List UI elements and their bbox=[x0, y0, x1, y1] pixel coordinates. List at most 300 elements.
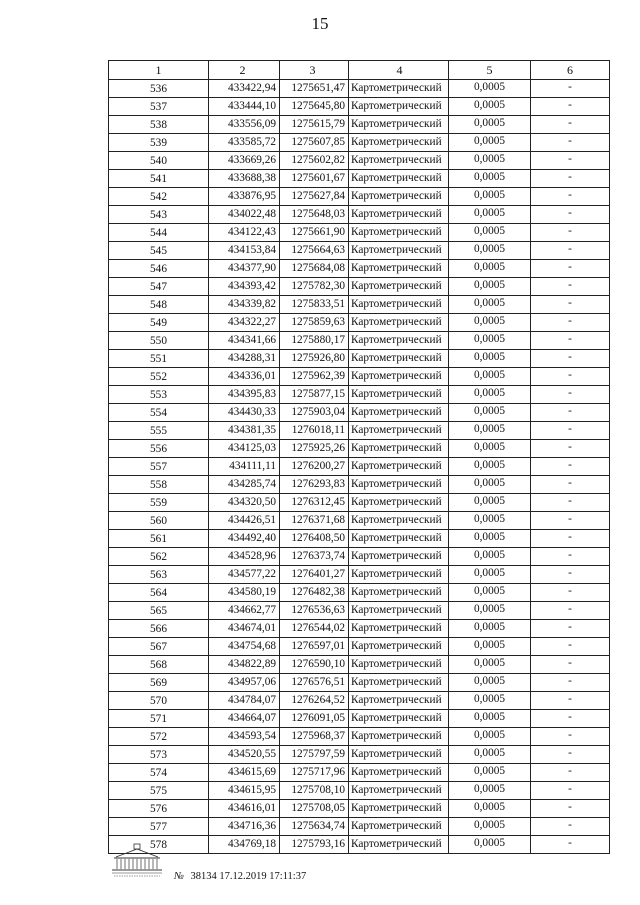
coordinate-x-cell: 434520,55 bbox=[209, 746, 280, 764]
method-cell: Картометрический bbox=[349, 332, 449, 350]
accuracy-cell: 0,0005 bbox=[449, 602, 531, 620]
point-number-cell: 560 bbox=[109, 512, 209, 530]
point-number-cell: 570 bbox=[109, 692, 209, 710]
point-number-cell: 572 bbox=[109, 728, 209, 746]
table-row bbox=[109, 530, 610, 548]
method-cell: Картометрический bbox=[349, 404, 449, 422]
coordinate-x-cell: 434580,19 bbox=[209, 584, 280, 602]
accuracy-cell: 0,0005 bbox=[449, 116, 531, 134]
note-cell: - bbox=[531, 746, 610, 764]
accuracy-cell: 0,0005 bbox=[449, 188, 531, 206]
coordinate-y-cell: 1275607,85 bbox=[280, 134, 349, 152]
method-cell: Картометрический bbox=[349, 116, 449, 134]
coordinate-x-cell: 434426,51 bbox=[209, 512, 280, 530]
method-cell: Картометрический bbox=[349, 170, 449, 188]
point-number-cell: 573 bbox=[109, 746, 209, 764]
method-cell: Картометрический bbox=[349, 152, 449, 170]
coordinate-x-cell: 434153,84 bbox=[209, 242, 280, 260]
coordinate-x-cell: 434593,54 bbox=[209, 728, 280, 746]
coordinate-y-cell: 1276312,45 bbox=[280, 494, 349, 512]
point-number-cell: 545 bbox=[109, 242, 209, 260]
point-number-cell: 551 bbox=[109, 350, 209, 368]
table-header bbox=[109, 61, 610, 80]
accuracy-cell: 0,0005 bbox=[449, 548, 531, 566]
coordinate-y-cell: 1276536,63 bbox=[280, 602, 349, 620]
accuracy-cell: 0,0005 bbox=[449, 692, 531, 710]
point-number-cell: 538 bbox=[109, 116, 209, 134]
method-cell: Картометрический bbox=[349, 188, 449, 206]
accuracy-cell: 0,0005 bbox=[449, 332, 531, 350]
point-number-cell: 557 bbox=[109, 458, 209, 476]
coordinate-x-cell: 434769,18 bbox=[209, 836, 280, 854]
method-cell: Картометрический bbox=[349, 476, 449, 494]
coordinate-x-cell: 433876,95 bbox=[209, 188, 280, 206]
method-cell: Картометрический bbox=[349, 638, 449, 656]
coordinate-x-cell: 433444,10 bbox=[209, 98, 280, 116]
method-cell: Картометрический bbox=[349, 782, 449, 800]
coordinate-x-cell: 434616,01 bbox=[209, 800, 280, 818]
coordinate-y-cell: 1276200,27 bbox=[280, 458, 349, 476]
point-number-cell: 564 bbox=[109, 584, 209, 602]
method-cell: Картометрический bbox=[349, 620, 449, 638]
column-header-6: 6 bbox=[531, 61, 610, 80]
coordinate-x-cell: 434341,66 bbox=[209, 332, 280, 350]
coordinate-y-cell: 1276597,01 bbox=[280, 638, 349, 656]
coordinate-y-cell: 1276590,10 bbox=[280, 656, 349, 674]
note-cell: - bbox=[531, 692, 610, 710]
note-cell: - bbox=[531, 638, 610, 656]
accuracy-cell: 0,0005 bbox=[449, 170, 531, 188]
accuracy-cell: 0,0005 bbox=[449, 638, 531, 656]
point-number-cell: 569 bbox=[109, 674, 209, 692]
coordinate-x-cell: 434285,74 bbox=[209, 476, 280, 494]
coordinate-x-cell: 434664,07 bbox=[209, 710, 280, 728]
method-cell: Картометрический bbox=[349, 206, 449, 224]
table-row bbox=[109, 458, 610, 476]
note-cell: - bbox=[531, 206, 610, 224]
table-row bbox=[109, 188, 610, 206]
point-number-cell: 543 bbox=[109, 206, 209, 224]
method-cell: Картометрический bbox=[349, 746, 449, 764]
coordinate-x-cell: 433585,72 bbox=[209, 134, 280, 152]
note-cell: - bbox=[531, 800, 610, 818]
accuracy-cell: 0,0005 bbox=[449, 476, 531, 494]
coordinate-x-cell: 434322,27 bbox=[209, 314, 280, 332]
point-number-cell: 559 bbox=[109, 494, 209, 512]
accuracy-cell: 0,0005 bbox=[449, 836, 531, 854]
accuracy-cell: 0,0005 bbox=[449, 746, 531, 764]
coordinate-x-cell: 433422,94 bbox=[209, 80, 280, 98]
coordinate-y-cell: 1276373,74 bbox=[280, 548, 349, 566]
coordinate-y-cell: 1275797,59 bbox=[280, 746, 349, 764]
note-cell: - bbox=[531, 188, 610, 206]
coordinate-y-cell: 1275661,90 bbox=[280, 224, 349, 242]
coordinate-y-cell: 1275880,17 bbox=[280, 332, 349, 350]
accuracy-cell: 0,0005 bbox=[449, 260, 531, 278]
column-header-3: 3 bbox=[280, 61, 349, 80]
accuracy-cell: 0,0005 bbox=[449, 656, 531, 674]
table-row bbox=[109, 800, 610, 818]
accuracy-cell: 0,0005 bbox=[449, 620, 531, 638]
table-row bbox=[109, 386, 610, 404]
point-number-cell: 553 bbox=[109, 386, 209, 404]
coordinate-x-cell: 434528,96 bbox=[209, 548, 280, 566]
table-row bbox=[109, 764, 610, 782]
point-number-cell: 537 bbox=[109, 98, 209, 116]
method-cell: Картометрический bbox=[349, 728, 449, 746]
note-cell: - bbox=[531, 584, 610, 602]
method-cell: Картометрический bbox=[349, 692, 449, 710]
coordinate-x-cell: 434320,50 bbox=[209, 494, 280, 512]
accuracy-cell: 0,0005 bbox=[449, 422, 531, 440]
method-cell: Картометрический bbox=[349, 584, 449, 602]
coordinate-y-cell: 1275793,16 bbox=[280, 836, 349, 854]
note-cell: - bbox=[531, 296, 610, 314]
table-row bbox=[109, 278, 610, 296]
method-cell: Картометрический bbox=[349, 566, 449, 584]
point-number-cell: 549 bbox=[109, 314, 209, 332]
method-cell: Картометрический bbox=[349, 224, 449, 242]
table-row bbox=[109, 656, 610, 674]
method-cell: Картометрический bbox=[349, 242, 449, 260]
accuracy-cell: 0,0005 bbox=[449, 224, 531, 242]
table-row bbox=[109, 782, 610, 800]
document-registration-stamp bbox=[174, 871, 306, 882]
point-number-cell: 565 bbox=[109, 602, 209, 620]
method-cell: Картометрический bbox=[349, 350, 449, 368]
table-row bbox=[109, 224, 610, 242]
point-number-cell: 575 bbox=[109, 782, 209, 800]
table-row bbox=[109, 728, 610, 746]
accuracy-cell: 0,0005 bbox=[449, 764, 531, 782]
point-number-cell: 578 bbox=[109, 836, 209, 854]
coordinate-x-cell: 434288,31 bbox=[209, 350, 280, 368]
coordinate-x-cell: 434492,40 bbox=[209, 530, 280, 548]
coordinate-y-cell: 1275962,39 bbox=[280, 368, 349, 386]
note-cell: - bbox=[531, 404, 610, 422]
point-number-cell: 536 bbox=[109, 80, 209, 98]
accuracy-cell: 0,0005 bbox=[449, 242, 531, 260]
method-cell: Картометрический bbox=[349, 494, 449, 512]
note-cell: - bbox=[531, 314, 610, 332]
note-cell: - bbox=[531, 602, 610, 620]
coordinate-y-cell: 1275601,67 bbox=[280, 170, 349, 188]
point-number-cell: 574 bbox=[109, 764, 209, 782]
coordinate-x-cell: 434022,48 bbox=[209, 206, 280, 224]
coordinate-y-cell: 1275708,10 bbox=[280, 782, 349, 800]
point-number-cell: 554 bbox=[109, 404, 209, 422]
table-row bbox=[109, 206, 610, 224]
accuracy-cell: 0,0005 bbox=[449, 584, 531, 602]
document-footer bbox=[108, 843, 408, 883]
coordinate-x-cell: 434754,68 bbox=[209, 638, 280, 656]
method-cell: Картометрический bbox=[349, 98, 449, 116]
coordinate-y-cell: 1275684,08 bbox=[280, 260, 349, 278]
table-body bbox=[109, 80, 610, 854]
table-row bbox=[109, 332, 610, 350]
table-row bbox=[109, 602, 610, 620]
point-number-cell: 541 bbox=[109, 170, 209, 188]
coordinate-y-cell: 1276091,05 bbox=[280, 710, 349, 728]
method-cell: Картометрический bbox=[349, 386, 449, 404]
coordinate-y-cell: 1275925,26 bbox=[280, 440, 349, 458]
method-cell: Картометрический bbox=[349, 602, 449, 620]
document-number-sign: № bbox=[174, 871, 184, 882]
point-number-cell: 566 bbox=[109, 620, 209, 638]
coordinate-y-cell: 1275877,15 bbox=[280, 386, 349, 404]
government-building-emblem-icon bbox=[108, 843, 166, 879]
accuracy-cell: 0,0005 bbox=[449, 206, 531, 224]
note-cell: - bbox=[531, 98, 610, 116]
coordinate-x-cell: 434125,03 bbox=[209, 440, 280, 458]
accuracy-cell: 0,0005 bbox=[449, 566, 531, 584]
coordinate-x-cell: 433688,38 bbox=[209, 170, 280, 188]
point-number-cell: 567 bbox=[109, 638, 209, 656]
coordinate-y-cell: 1276018,11 bbox=[280, 422, 349, 440]
coordinate-x-cell: 434577,22 bbox=[209, 566, 280, 584]
accuracy-cell: 0,0005 bbox=[449, 98, 531, 116]
table-row bbox=[109, 476, 610, 494]
note-cell: - bbox=[531, 710, 610, 728]
coordinate-y-cell: 1275627,84 bbox=[280, 188, 349, 206]
table-row bbox=[109, 134, 610, 152]
coordinate-x-cell: 434615,95 bbox=[209, 782, 280, 800]
note-cell: - bbox=[531, 152, 610, 170]
coordinate-y-cell: 1275926,80 bbox=[280, 350, 349, 368]
note-cell: - bbox=[531, 440, 610, 458]
coordinate-x-cell: 433556,09 bbox=[209, 116, 280, 134]
note-cell: - bbox=[531, 458, 610, 476]
point-number-cell: 563 bbox=[109, 566, 209, 584]
accuracy-cell: 0,0005 bbox=[449, 368, 531, 386]
coordinate-x-cell: 434430,33 bbox=[209, 404, 280, 422]
page-number: 15 bbox=[311, 14, 329, 33]
method-cell: Картометрический bbox=[349, 368, 449, 386]
note-cell: - bbox=[531, 764, 610, 782]
point-number-cell: 555 bbox=[109, 422, 209, 440]
table-row bbox=[109, 152, 610, 170]
table-row bbox=[109, 116, 610, 134]
note-cell: - bbox=[531, 620, 610, 638]
method-cell: Картометрический bbox=[349, 674, 449, 692]
coordinate-y-cell: 1275648,03 bbox=[280, 206, 349, 224]
coordinate-y-cell: 1276544,02 bbox=[280, 620, 349, 638]
note-cell: - bbox=[531, 116, 610, 134]
accuracy-cell: 0,0005 bbox=[449, 350, 531, 368]
coordinate-x-cell: 434395,83 bbox=[209, 386, 280, 404]
table-row bbox=[109, 818, 610, 836]
coordinate-y-cell: 1276401,27 bbox=[280, 566, 349, 584]
note-cell: - bbox=[531, 656, 610, 674]
coordinate-y-cell: 1276293,83 bbox=[280, 476, 349, 494]
point-number-cell: 558 bbox=[109, 476, 209, 494]
coordinate-y-cell: 1275602,82 bbox=[280, 152, 349, 170]
coordinate-x-cell: 434381,35 bbox=[209, 422, 280, 440]
accuracy-cell: 0,0005 bbox=[449, 728, 531, 746]
accuracy-cell: 0,0005 bbox=[449, 152, 531, 170]
accuracy-cell: 0,0005 bbox=[449, 404, 531, 422]
table-row bbox=[109, 170, 610, 188]
method-cell: Картометрический bbox=[349, 548, 449, 566]
coordinate-y-cell: 1275708,05 bbox=[280, 800, 349, 818]
method-cell: Картометрический bbox=[349, 134, 449, 152]
accuracy-cell: 0,0005 bbox=[449, 458, 531, 476]
coordinate-x-cell: 434716,36 bbox=[209, 818, 280, 836]
note-cell: - bbox=[531, 548, 610, 566]
accuracy-cell: 0,0005 bbox=[449, 134, 531, 152]
table-row bbox=[109, 512, 610, 530]
method-cell: Картометрический bbox=[349, 296, 449, 314]
table-row bbox=[109, 314, 610, 332]
coordinates-table bbox=[108, 60, 610, 854]
coordinate-y-cell: 1275615,79 bbox=[280, 116, 349, 134]
accuracy-cell: 0,0005 bbox=[449, 710, 531, 728]
note-cell: - bbox=[531, 728, 610, 746]
method-cell: Картометрический bbox=[349, 710, 449, 728]
point-number-cell: 540 bbox=[109, 152, 209, 170]
accuracy-cell: 0,0005 bbox=[449, 278, 531, 296]
coordinate-x-cell: 434822,89 bbox=[209, 656, 280, 674]
method-cell: Картометрический bbox=[349, 530, 449, 548]
table-row bbox=[109, 350, 610, 368]
coordinate-y-cell: 1276482,38 bbox=[280, 584, 349, 602]
note-cell: - bbox=[531, 134, 610, 152]
column-header-2: 2 bbox=[209, 61, 280, 80]
coordinate-x-cell: 434122,43 bbox=[209, 224, 280, 242]
table-row bbox=[109, 404, 610, 422]
note-cell: - bbox=[531, 476, 610, 494]
table-row bbox=[109, 296, 610, 314]
method-cell: Картометрический bbox=[349, 656, 449, 674]
point-number-cell: 548 bbox=[109, 296, 209, 314]
coordinate-y-cell: 1275782,30 bbox=[280, 278, 349, 296]
coordinate-y-cell: 1275833,51 bbox=[280, 296, 349, 314]
method-cell: Картометрический bbox=[349, 800, 449, 818]
header-row bbox=[109, 61, 610, 80]
note-cell: - bbox=[531, 332, 610, 350]
table-row bbox=[109, 494, 610, 512]
method-cell: Картометрический bbox=[349, 80, 449, 98]
point-number-cell: 547 bbox=[109, 278, 209, 296]
coordinate-y-cell: 1275651,47 bbox=[280, 80, 349, 98]
coordinate-x-cell: 433669,26 bbox=[209, 152, 280, 170]
note-cell: - bbox=[531, 350, 610, 368]
coordinate-y-cell: 1276264,52 bbox=[280, 692, 349, 710]
table-row bbox=[109, 80, 610, 98]
table-row bbox=[109, 620, 610, 638]
note-cell: - bbox=[531, 494, 610, 512]
note-cell: - bbox=[531, 530, 610, 548]
note-cell: - bbox=[531, 260, 610, 278]
note-cell: - bbox=[531, 674, 610, 692]
coordinate-y-cell: 1276576,51 bbox=[280, 674, 349, 692]
table-row bbox=[109, 584, 610, 602]
point-number-cell: 550 bbox=[109, 332, 209, 350]
note-cell: - bbox=[531, 368, 610, 386]
coordinate-x-cell: 434377,90 bbox=[209, 260, 280, 278]
note-cell: - bbox=[531, 386, 610, 404]
document-registration-text: 38134 17.12.2019 17:11:37 bbox=[190, 871, 307, 882]
coordinate-y-cell: 1275634,74 bbox=[280, 818, 349, 836]
accuracy-cell: 0,0005 bbox=[449, 386, 531, 404]
coordinate-x-cell: 434674,01 bbox=[209, 620, 280, 638]
coordinate-y-cell: 1276408,50 bbox=[280, 530, 349, 548]
note-cell: - bbox=[531, 782, 610, 800]
point-number-cell: 561 bbox=[109, 530, 209, 548]
coordinate-y-cell: 1276371,68 bbox=[280, 512, 349, 530]
method-cell: Картометрический bbox=[349, 422, 449, 440]
note-cell: - bbox=[531, 278, 610, 296]
coordinate-x-cell: 434111,11 bbox=[209, 458, 280, 476]
coordinate-x-cell: 434662,77 bbox=[209, 602, 280, 620]
table-row bbox=[109, 440, 610, 458]
table-row bbox=[109, 548, 610, 566]
point-number-cell: 542 bbox=[109, 188, 209, 206]
point-number-cell: 539 bbox=[109, 134, 209, 152]
point-number-cell: 576 bbox=[109, 800, 209, 818]
point-number-cell: 544 bbox=[109, 224, 209, 242]
accuracy-cell: 0,0005 bbox=[449, 296, 531, 314]
accuracy-cell: 0,0005 bbox=[449, 80, 531, 98]
point-number-cell: 571 bbox=[109, 710, 209, 728]
table-row bbox=[109, 692, 610, 710]
coordinate-x-cell: 434393,42 bbox=[209, 278, 280, 296]
method-cell: Картометрический bbox=[349, 836, 449, 854]
method-cell: Картометрический bbox=[349, 512, 449, 530]
note-cell: - bbox=[531, 422, 610, 440]
column-header-4: 4 bbox=[349, 61, 449, 80]
point-number-cell: 546 bbox=[109, 260, 209, 278]
table-row bbox=[109, 260, 610, 278]
accuracy-cell: 0,0005 bbox=[449, 314, 531, 332]
accuracy-cell: 0,0005 bbox=[449, 440, 531, 458]
table-row bbox=[109, 98, 610, 116]
table-row bbox=[109, 242, 610, 260]
accuracy-cell: 0,0005 bbox=[449, 800, 531, 818]
accuracy-cell: 0,0005 bbox=[449, 674, 531, 692]
point-number-cell: 556 bbox=[109, 440, 209, 458]
coordinate-y-cell: 1275645,80 bbox=[280, 98, 349, 116]
coordinate-x-cell: 434957,06 bbox=[209, 674, 280, 692]
accuracy-cell: 0,0005 bbox=[449, 818, 531, 836]
note-cell: - bbox=[531, 818, 610, 836]
table-row bbox=[109, 566, 610, 584]
point-number-cell: 562 bbox=[109, 548, 209, 566]
point-number-cell: 552 bbox=[109, 368, 209, 386]
method-cell: Картометрический bbox=[349, 314, 449, 332]
coordinate-x-cell: 434339,82 bbox=[209, 296, 280, 314]
table-row bbox=[109, 422, 610, 440]
column-header-5: 5 bbox=[449, 61, 531, 80]
coordinate-y-cell: 1275664,63 bbox=[280, 242, 349, 260]
point-number-cell: 568 bbox=[109, 656, 209, 674]
method-cell: Картометрический bbox=[349, 278, 449, 296]
coordinate-y-cell: 1275859,63 bbox=[280, 314, 349, 332]
coordinate-x-cell: 434784,07 bbox=[209, 692, 280, 710]
coordinate-y-cell: 1275717,96 bbox=[280, 764, 349, 782]
accuracy-cell: 0,0005 bbox=[449, 494, 531, 512]
table-row bbox=[109, 710, 610, 728]
column-header-1: 1 bbox=[109, 61, 209, 80]
note-cell: - bbox=[531, 566, 610, 584]
point-number-cell: 577 bbox=[109, 818, 209, 836]
coordinate-x-cell: 434615,69 bbox=[209, 764, 280, 782]
table-row bbox=[109, 746, 610, 764]
method-cell: Картометрический bbox=[349, 764, 449, 782]
note-cell: - bbox=[531, 836, 610, 854]
note-cell: - bbox=[531, 242, 610, 260]
method-cell: Картометрический bbox=[349, 440, 449, 458]
